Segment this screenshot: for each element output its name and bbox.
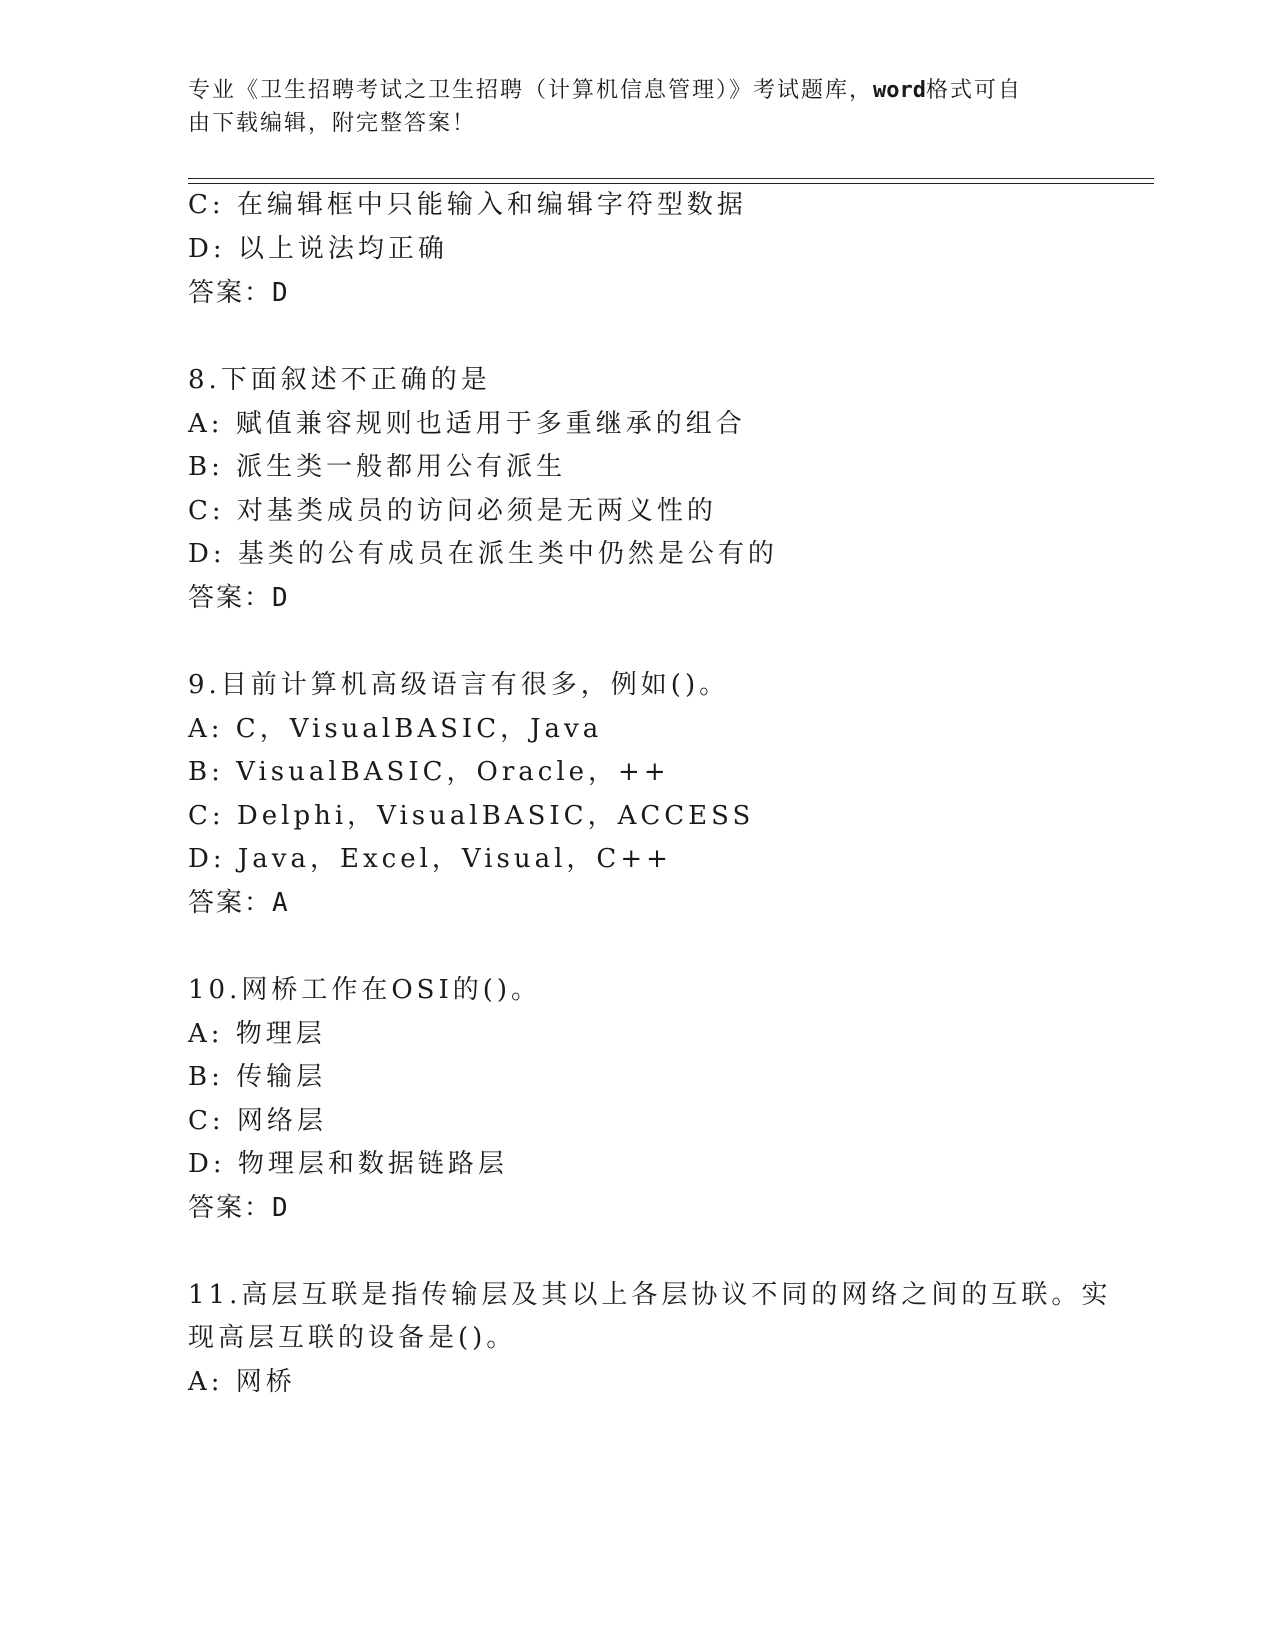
- question-9-option-c: C: Delphi，VisualBASIC，ACCESS: [188, 801, 755, 831]
- question-9-option-d: D: Java，Excel，Visual，C++: [188, 844, 672, 874]
- question-9-title: 9.目前计算机高级语言有很多，例如()。: [188, 670, 730, 700]
- question-8-option-d: D: 基类的公有成员在派生类中仍然是公有的: [188, 539, 778, 569]
- prev-option-c: C: 在编辑框中只能输入和编辑字符型数据: [188, 190, 747, 220]
- question-8-option-b: B: 派生类一般都用公有派生: [188, 452, 567, 482]
- answer-value: D: [272, 1193, 290, 1223]
- question-8-option-a: A: 赋值兼容规则也适用于多重继承的组合: [188, 409, 746, 439]
- question-10-option-b: B: 传输层: [188, 1062, 327, 1092]
- answer-value: D: [272, 583, 290, 613]
- header-divider-bottom: [188, 183, 1154, 184]
- question-8-title: 8.下面叙述不正确的是: [188, 365, 491, 395]
- question-9-option-a: A: C，VisualBASIC，Java: [188, 714, 603, 744]
- question-9-answer: [188, 886, 290, 920]
- answer-value: D: [272, 278, 290, 308]
- question-11-option-a: A: 网桥: [188, 1367, 296, 1397]
- header-word: word: [873, 78, 926, 103]
- question-10-answer: [188, 1191, 290, 1225]
- question-10-option-a: A: 物理层: [188, 1019, 326, 1049]
- answer-label: 答案：: [188, 278, 273, 308]
- question-10-option-c: C: 网络层: [188, 1106, 327, 1136]
- prev-option-d: D: 以上说法均正确: [188, 234, 448, 264]
- answer-value: A: [272, 888, 290, 918]
- answer-label: 答案：: [188, 583, 273, 613]
- header-suffix: 格式可自: [926, 78, 1023, 103]
- question-8-option-c: C: 对基类成员的访问必须是无两义性的: [188, 496, 717, 526]
- document-header: [188, 74, 1068, 140]
- header-prefix: 专业《卫生招聘考试之卫生招聘（计算机信息管理）》考试题库，: [188, 78, 874, 103]
- header-line-2: 由下载编辑，附完整答案！: [188, 111, 477, 136]
- answer-label: 答案：: [188, 1193, 273, 1223]
- question-8-answer: [188, 581, 290, 615]
- header-divider-top: [188, 178, 1154, 179]
- prev-answer: [188, 276, 290, 310]
- question-9-option-b: B: VisualBASIC，Oracle，++: [188, 757, 670, 787]
- question-10-title: 10.网桥工作在OSI的()。: [188, 975, 542, 1005]
- question-11-title-line-1: 11.高层互联是指传输层及其以上各层协议不同的网络之间的互联。实: [188, 1280, 1112, 1310]
- answer-label: 答案：: [188, 888, 273, 918]
- header-line-1: [188, 74, 1068, 107]
- question-10-option-d: D: 物理层和数据链路层: [188, 1149, 508, 1179]
- question-11-title-line-2: 现高层互联的设备是()。: [188, 1323, 517, 1353]
